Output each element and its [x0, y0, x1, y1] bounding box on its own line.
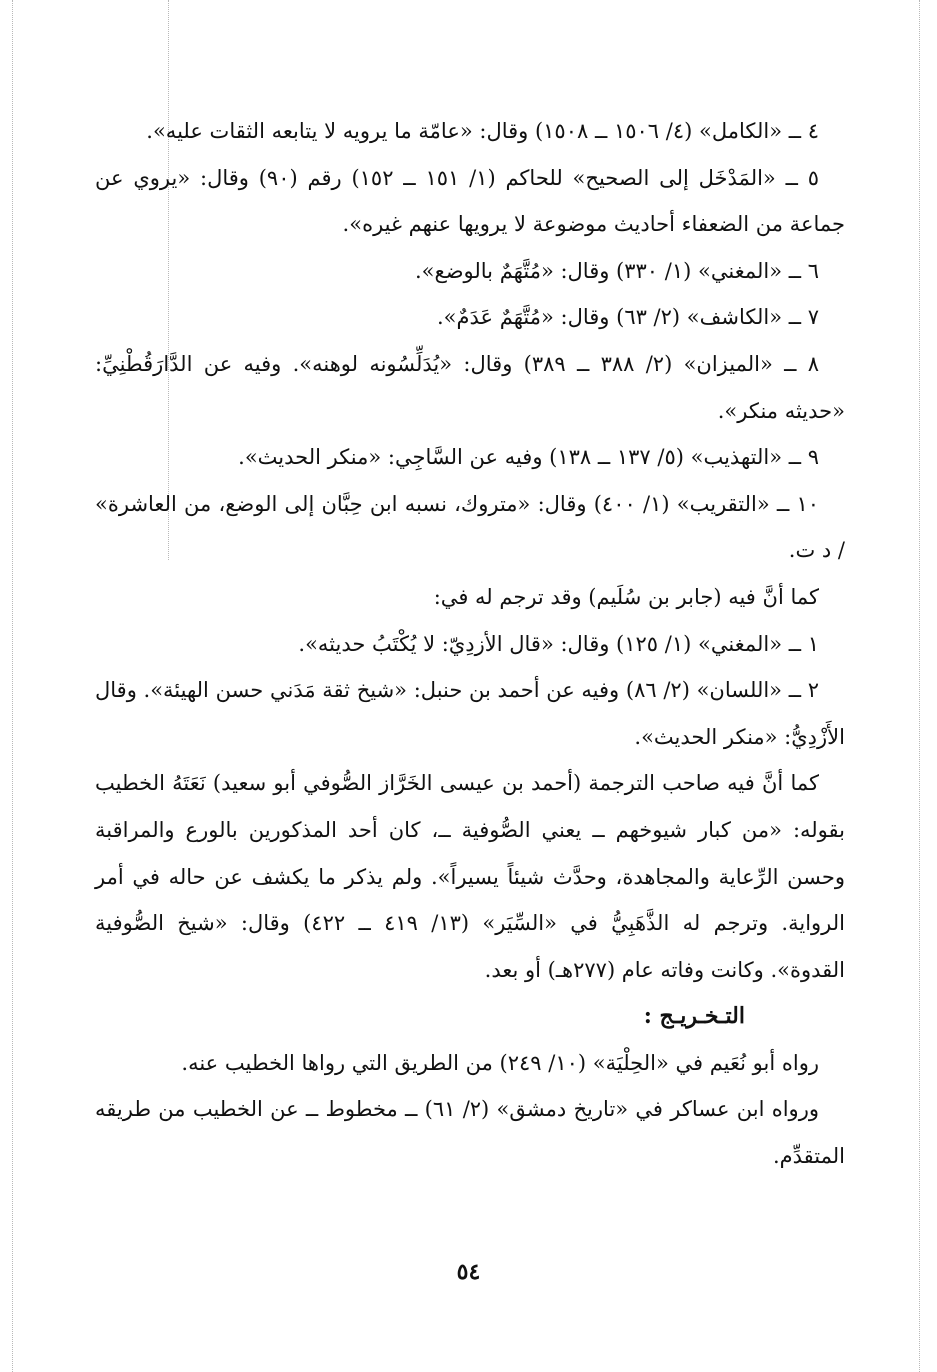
body-text [95, 108, 845, 1180]
paragraph-takhrij-2: ورواه ابن عساكر في «تاريخ دمشق» (٢/ ٦١) ــ مخطوط ــ عن الخطيب من طريقه المتقدِّم. [95, 1097, 845, 1169]
section-heading-takhrij: التـخـريـج : [643, 1003, 745, 1030]
paragraph-source-4: ٤ ــ «الكامل» (٤/ ١٥٠٦ ــ ١٥٠٨) وقال: «عامّة ما يرويه لا يتابعه الثقات عليه». [146, 119, 819, 143]
page-number: ٥٤ [456, 1259, 481, 1285]
paragraph-source-8: ٨ ــ «الميزان» (٢/ ٣٨٨ ــ ٣٨٩) وقال: «يُدَلِّسُونه لوهنه». وفيه عن الدَّارَقُطْنِيِّ: «حديثه منكر». [95, 351, 845, 423]
paragraph-source-7: ٧ ــ «الكاشف» (٢/ ٦٣) وقال: «مُتَّهَمٌ عَدَمٌ». [437, 305, 819, 330]
scan-edge-right [919, 0, 920, 1372]
paragraph-biography: كما أنَّ فيه صاحب الترجمة (أحمد بن عيسى الخَرَّاز الصُّوفي أبو سعيد) نَعَتَهُ الخطيب بقوله: «من كبار شيوخهم ــ يعني الصُّوفية ــ، كان أحد المذكورين بالورع والمراقبة وحسن الرِّعاية والمجاهدة، وحدَّث شيئاً يسيراً». ولم يذكر ما يكشف عن حاله في أمر الرواية. وترجم له الذَّهَبِيُّ في «السِّيَر» (١٣/ ٤١٩ ــ ٤٢٢) وقال: «شيخ الصُّوفية القدوة». وكانت وفاته عام (٢٧٧هـ) أو بعد. [95, 771, 845, 982]
paragraph-takhrij-1: رواه أبو نُعَيم في «الحِلْيَة» (١٠/ ٢٤٩) من الطريق التي رواها الخطيب عنه. [181, 1050, 819, 1075]
paragraph-source-9: ٩ ــ «التهذيب» (٥/ ١٣٧ ــ ١٣٨) وفيه عن السَّاجِي: «منكر الحديث». [238, 445, 819, 470]
paragraph-source-5: ٥ ــ «المَدْخَل إلى الصحيح» للحاكم (١/ ١٥١ ــ ١٥٢) رقم (٩٠) وقال: «يروي عن جماعة من الضعفاء أحاديث موضوعة لا يرويها عنهم غيره». [95, 165, 845, 237]
paragraph-narrator-intro: كما أنَّ فيه (جابر بن سُلَيم) وقد ترجم له في: [433, 584, 819, 609]
paragraph-source-6: ٦ ــ «المغني» (١/ ٣٣٠) وقال: «مُتَّهَمٌ بالوضع». [415, 258, 819, 283]
paragraph-narrator-source-1: ١ ــ «المغني» (١/ ١٢٥) وقال: «قال الأزدِيّ: لا يُكْتَبُ حديثه». [298, 631, 819, 656]
paragraph-narrator-source-2: ٢ ــ «اللسان» (٢/ ٨٦) وفيه عن أحمد بن حنبل: «شيخ ثقة مَدَني حسن الهيئة». وقال الأَزْدِيُّ: «منكر الحديث». [95, 678, 845, 749]
scan-edge-left [12, 0, 13, 1372]
paragraph-source-10: ١٠ ــ «التقريب» (١/ ٤٠٠) وقال: «متروك، نسبه ابن حِبَّان إلى الوضع، من العاشرة» / د ت. [95, 491, 845, 563]
